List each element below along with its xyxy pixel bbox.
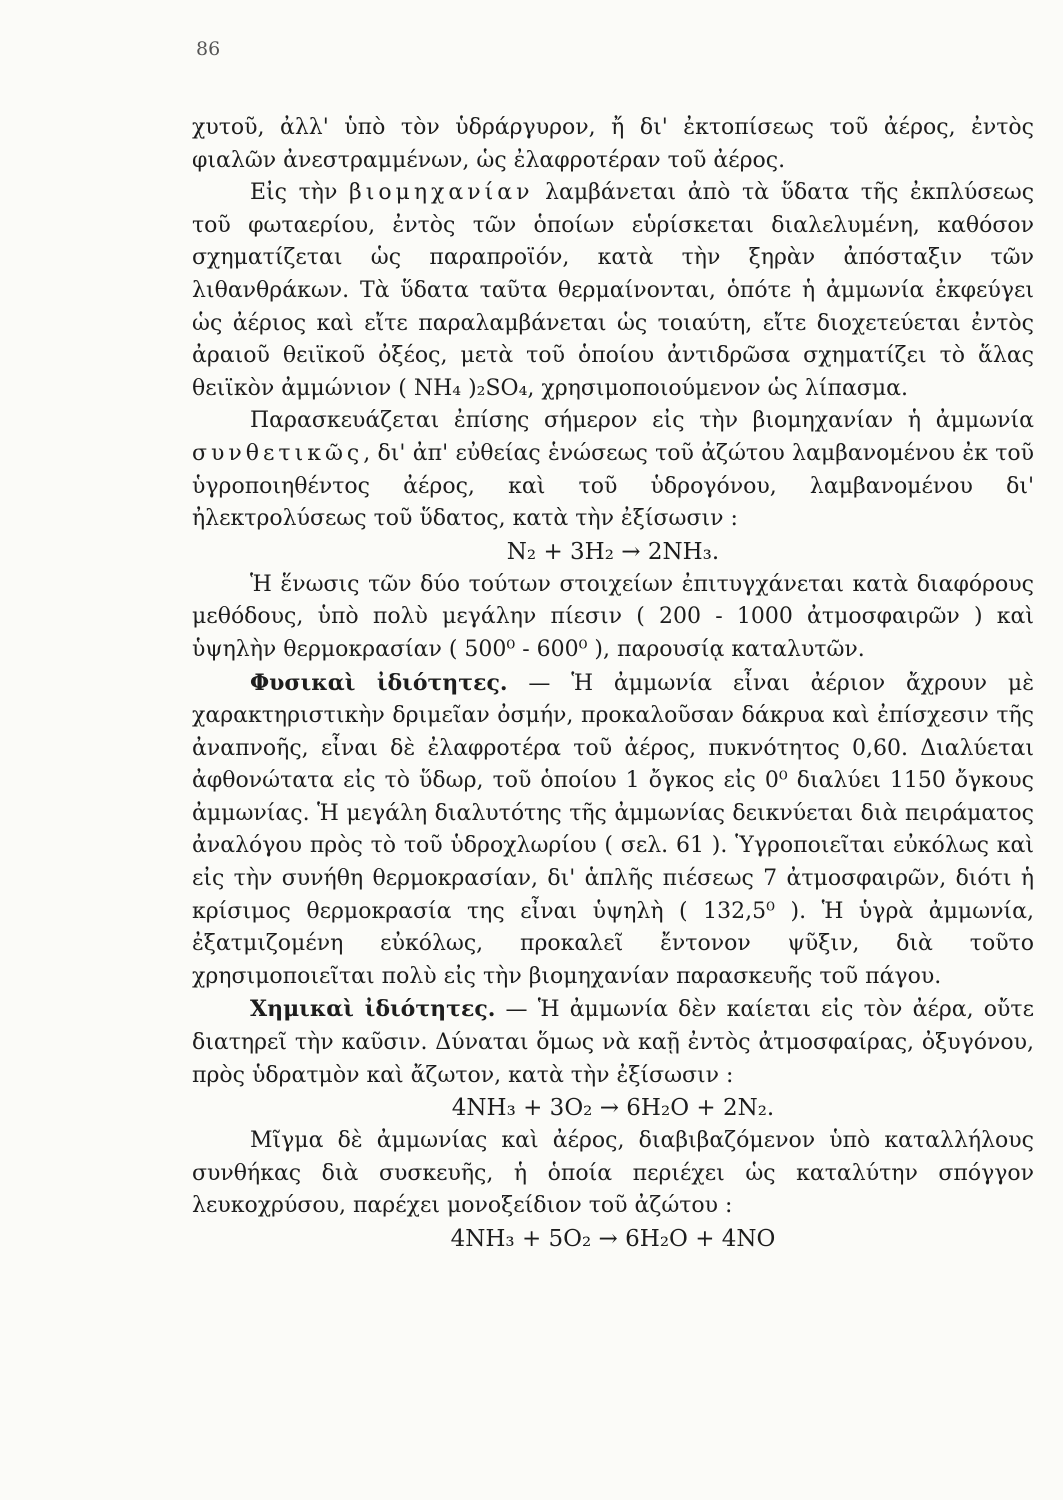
equation-oxidation: 4NH₃ + 5O₂ → 6H₂O + 4NO [450, 1226, 776, 1252]
paragraph-physical-properties [192, 667, 1034, 994]
paragraph-industry-rest: λαμβάνεται ἀπὸ τὰ ὕδατα τῆς ἐκπλύσεως τοῦ φωταερίου, ἐντὸς τῶν ὁποίων εὑρίσκεται διαλελυμένη, καθόσον σχηματίζεται ὡς παραπροϊόν, κατὰ τὴν ξηρὰν ἀπόσταξιν τῶν λιθανθράκων. Τὰ ὕδατα ταῦτα θερμαίνονται, ὁπότε ἡ ἀμμωνία ἐκφεύγει ὡς ἀέριος καὶ εἴτε παραλαμβάνεται ὡς τοιαύτη, εἴτε διοχετεύεται ἐντὸς ἀραιοῦ θειϊκοῦ ὀξέος, μετὰ τοῦ ὁποίου ἀντιδρῶσα σχηματίζει τὸ ἅλας θειϊκὸν ἀμμώνιον ( NH₄ )₂SO₄, χρησιμοποιούμενον ὡς λίπασμα. [192, 180, 1035, 401]
paragraph-chemical-properties [192, 993, 1034, 1092]
paragraph-catalytic-oxidation: Μῖγμα δὲ ἀμμωνίας καὶ ἀέρος, διαβιβαζόμενον ὑπὸ καταλλήλους συνθήκας διὰ συσκευῆς, ἡ ὁποία περιέχει ὡς καταλύτην σπόγγον λευκοχρύσου, παρέχει μονοξείδιον τοῦ ἀζώτου : [192, 1128, 1034, 1219]
page-body [192, 112, 1034, 1256]
paragraph-synthesis-start: Παρασκευάζεται ἐπίσης σήμερον εἰς τὴν βιομηχανίαν ἡ ἀμμωνία [250, 408, 1034, 434]
heading-chemical-properties: Χημικαὶ ἰδιότητες. [250, 996, 496, 1023]
paragraph-industry [192, 177, 1034, 405]
equation-synthesis: N₂ + 3H₂ → 2NH₃. [506, 538, 720, 565]
term-industry: βιομηχανίαν [348, 180, 534, 206]
term-synthetic: συνθετικῶς [192, 440, 364, 466]
paragraph-synthesis [192, 405, 1034, 535]
paragraph-conditions: Ἡ ἕνωσις τῶν δύο τούτων στοιχείων ἐπιτυγχάνεται κατὰ διαφόρους μεθόδους, ὑπὸ πολὺ μεγάλην πίεσιν ( 200 - 1000 ἀτμοσφαιρῶν ) καὶ ὑψηλὴν θερμοκρασίαν ( 500⁰ - 600⁰ ), παρουσίᾳ καταλυτῶν. [192, 571, 1034, 662]
equation-combustion: 4NH₃ + 3O₂ → 6H₂O + 2N₂. [451, 1095, 775, 1122]
page-number: 86 [196, 38, 221, 60]
paragraph-physical-properties-text: — Ἡ ἀμμωνία εἶναι ἀέριον ἄχρουν μὲ χαρακτηριστικὴν δριμεῖαν ὀσμήν, προκαλοῦσαν δάκρυα καὶ ἐπίσχεσιν τῆς ἀναπνοῆς, εἶναι δὲ ἐλαφροτέρα τοῦ ἀέρος, πυκνότητος 0,60. Διαλύεται ἀφθονώτατα εἰς τὸ ὕδωρ, τοῦ ὁποίου 1 ὄγκος εἰς 0⁰ διαλύει 1150 ὄγκους ἀμμωνίας. Ἡ μεγάλη διαλυτότης τῆς ἀμμωνίας δεικνύεται διὰ πειράματος ἀναλόγου πρὸς τὸ τοῦ ὑδροχλωρίου ( σελ. 61 ). Ὑγροποιεῖται εὐκόλως καὶ εἰς τὴν συνήθη θερμοκρασίαν, δι' ἁπλῆς πιέσεως 7 ἀτμοσφαιρῶν, διότι ἡ κρίσιμος θερμοκρασία της εἶναι ὑψηλὴ ( 132,5⁰ ). Ἡ ὑγρὰ ἀμμωνία, ἐξατμιζομένη εὐκόλως, προκαλεῖ ἔντονον ψῦξιν, διὰ τοῦτο χρησιμοποιεῖται πολὺ εἰς τὴν βιομηχανίαν παρασκευῆς τοῦ πάγου. [192, 670, 1034, 989]
paragraph-industry-start: Εἰς τὴν [250, 180, 349, 206]
paragraph-chemical-properties-text: — Ἡ ἀμμωνία δὲν καίεται εἰς τὸν ἀέρα, οὔτε διατηρεῖ τὴν καῦσιν. Δύναται ὅμως νὰ καῇ ἐντὸς ἀτμοσφαίρας, ὀξυγόνου, πρὸς ὑδρατμὸν καὶ ἄζωτον, κατὰ τὴν ἐξίσωσιν : [192, 997, 1034, 1088]
heading-physical-properties: Φυσικαὶ ἰδιότητες. [250, 669, 508, 696]
paragraph-1: χυτοῦ, ἀλλ' ὑπὸ τὸν ὑδράργυρον, ἤ δι' ἐκτοπίσεως τοῦ ἀέρος, ἐντὸς φιαλῶν ἀνεστραμμένων, ὡς ἐλαφροτέραν τοῦ ἀέρος. [192, 115, 1034, 173]
paragraph-synthesis-rest: , δι' ἀπ' εὐθείας ἑνώσεως τοῦ ἀζώτου λαμβανομένου ἐκ τοῦ ὑγροποιηθέντος ἀέρος, καὶ τοῦ ὑδρογόνου, λαμβανομένου δι' ἠλεκτρολύσεως τοῦ ὕδατος, κατὰ τὴν ἐξίσωσιν : [192, 440, 1034, 532]
